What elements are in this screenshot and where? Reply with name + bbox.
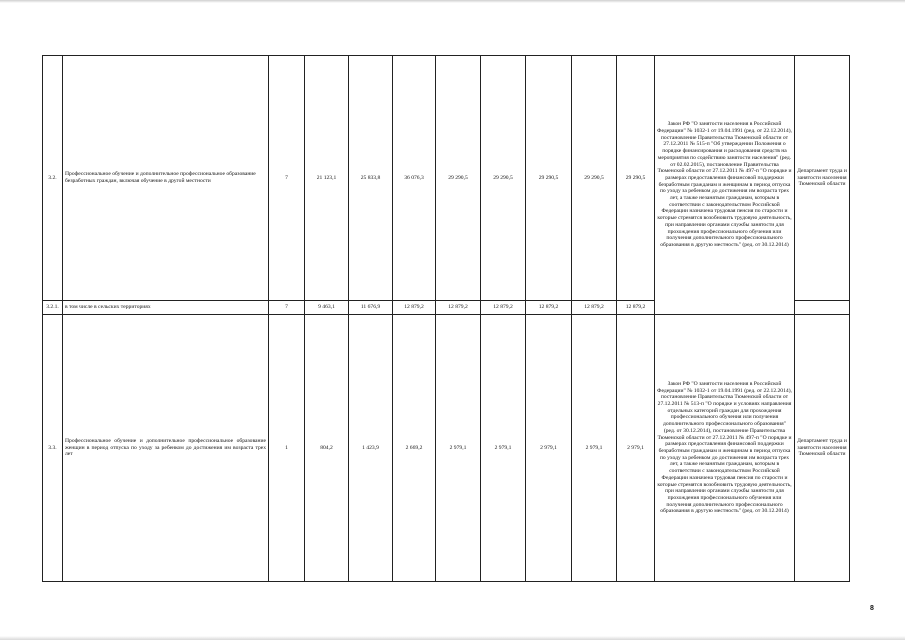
row-value: 1 423,9 <box>349 315 393 582</box>
row-name: Профессиональное обучение и дополнительное профессиональное образование безработных граждан, включая обучение в другой местности <box>63 56 269 301</box>
row-number: 3.3. <box>43 315 63 582</box>
row-value: 2 669,2 <box>393 315 436 582</box>
row-value: 29 290,5 <box>481 56 526 301</box>
row-number: 3.2.1. <box>43 301 63 315</box>
row-value: 2 979,1 <box>436 315 481 582</box>
table-row <box>43 56 850 301</box>
responsible-department: Департамент труда и занятости населения Тюменской области <box>795 56 850 301</box>
row-value: 29 290,5 <box>617 56 655 301</box>
row-value: 2 979,1 <box>572 315 617 582</box>
row-value: 2 979,1 <box>617 315 655 582</box>
row-value: 12 879,2 <box>436 301 481 315</box>
row-value: 2 979,1 <box>481 315 526 582</box>
row-value: 21 123,1 <box>305 56 349 301</box>
row-value: 12 879,2 <box>393 301 436 315</box>
scan-edge-bottom <box>0 636 905 640</box>
row-value: 804,2 <box>305 315 349 582</box>
legal-basis: Закон РФ "О занятости населения в Российской Федерации" № 1032-1 от 19.04.1991 (ред. от 22.12.2014), постановление Правительства Тюменской области от 27.12.2011 № 513-п "О порядке и условиях направления отдельных категорий граждан для прохождения профессионального обучения или получения дополнительного профессионального образования" (ред. от 30.12.2014), постановление Правительства Тюменской области от 27.12.2011 № 497-п "О порядке и размерах предоставления финансовой поддержки безработным гражданам и женщинам в период отпуска по уходу за ребенком до достижения им возраста трех лет, а также незанятым гражданам, которым в соответствии с законодательством Российской Федерации назначена трудовая пенсия по старости и которые стремятся возобновить трудовую деятельность, при направлении органами службы занятости для прохождения профессионального обучения или получения дополнительного профессионального образования в другую местность" (ред. от 30.12.2014) <box>655 315 795 582</box>
row-value: 12 879,2 <box>526 301 572 315</box>
scan-edge-top <box>0 0 905 3</box>
row-value: 12 879,2 <box>617 301 655 315</box>
row-column-code: 7 <box>269 301 305 315</box>
page-number: 8 <box>870 605 874 612</box>
row-value: 12 879,2 <box>481 301 526 315</box>
row-value: 9 463,1 <box>305 301 349 315</box>
program-table <box>42 55 850 582</box>
legal-basis: Закон РФ "О занятости населения в Российской Федерации" № 1032-1 от 19.04.1991 (ред. от 22.12.2014), постановление Правительства Тюменской области от 27.12.2011 № 515-п "Об утверждении Положения о порядке финансирования и расходования средств на мероприятия по содействию занятости населения" (ред. от 02.02.2015), постановление Правительства Тюменской области от 27.12.2011 № 497-п "О порядке и размерах предоставления финансовой поддержки безработным гражданам и женщинам в период отпуска по уходу за ребенком до достижения им возраста трех лет, а также незанятым гражданам, которым в соответствии с законодательством Российской Федерации назначена трудовая пенсия по старости и которые стремятся возобновить трудовую деятельность, при направлении органами службы занятости для прохождения профессионального обучения или получения дополнительного профессионального образования в другую местность" (ред. от 30.12.2014) <box>655 56 795 315</box>
row-value: 29 290,5 <box>436 56 481 301</box>
row-value: 11 676,9 <box>349 301 393 315</box>
row-column-code: 1 <box>269 315 305 582</box>
row-value: 25 833,8 <box>349 56 393 301</box>
row-column-code: 7 <box>269 56 305 301</box>
row-value: 29 290,5 <box>526 56 572 301</box>
row-name: в том числе в сельских территориях <box>63 301 269 315</box>
row-name: Профессиональное обучение и дополнительное профессиональное образование женщин в период отпуска по уходу за ребенком до достижения им возраста трех лет <box>63 315 269 582</box>
responsible-department-empty <box>795 301 850 315</box>
row-value: 12 879,2 <box>572 301 617 315</box>
row-value: 2 979,1 <box>526 315 572 582</box>
row-number: 3.2. <box>43 56 63 301</box>
row-value: 29 290,5 <box>572 56 617 301</box>
table-row <box>43 315 850 582</box>
responsible-department: Департамент труда и занятости населения Тюменской области <box>795 315 850 582</box>
row-value: 36 076,3 <box>393 56 436 301</box>
